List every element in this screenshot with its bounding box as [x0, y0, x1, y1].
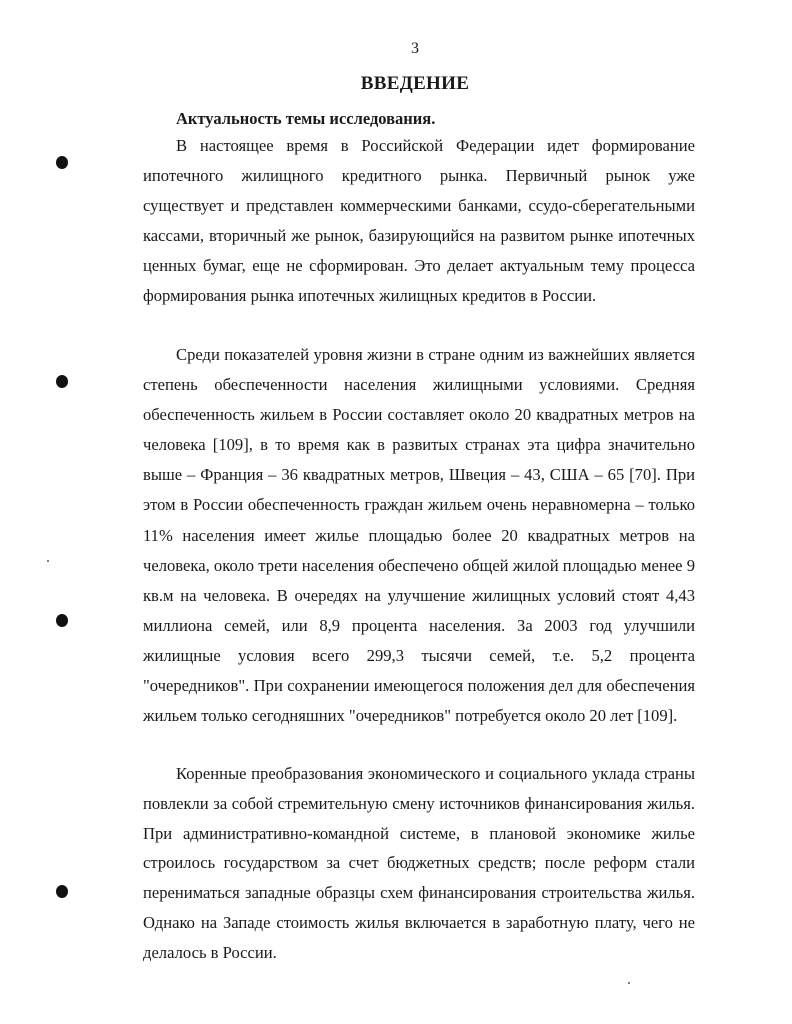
- binder-hole-mark: [56, 614, 68, 627]
- binder-hole-mark: [56, 156, 68, 169]
- page-number: 3: [411, 40, 419, 57]
- scan-speck: [628, 982, 630, 984]
- section-subheading: Актуальность темы исследования.: [176, 109, 436, 128]
- binder-hole-mark: [56, 375, 68, 388]
- scan-speck: [47, 560, 49, 562]
- binder-hole-mark: [56, 885, 68, 898]
- paragraph-housing-statistics: Среди показателей уровня жизни в стране одним из важнейших является степень обеспеченности населения жилищными условиями. Средняя обеспеченность жильем в России составляет около 20 квадратных метров на человека [109], в то время как в развитых странах эта цифра значительно выше – Франция – 36 квадратных метров, Швеция – 43, США – 65 [70]. При этом в России обеспеченность граждан жильем очень неравномерна – только 11% населения имеет жилье площадью более 20 квадратных метров на человека, около трети населения обеспечено общей жилой площадью менее 9 кв.м на человека. В очередях на улучшение жилищных условий стоят 4,43 миллиона семей, или 8,9 процента населения. За 2003 год улучшили жилищные условия всего 299,3 тысячи семей, т.е. 5,2 процента "очередников". При сохранении имеющегося положения дел для обеспечения жильем только сегодняшних "очередников" потребуется около 20 лет [109].: [143, 345, 695, 726]
- paragraph-financing-reforms: Коренные преобразования экономического и социального уклада страны повлекли за собой стремительную смену источников финансирования жилья. При административно-командной системе, в плановой экономике жилье строилось государством за счет бюджетных средств; после реформ стали перениматься западные образцы схем финансирования строительства жилья. Однако на Западе стоимость жилья включается в заработную плату, чего не делалось в России.: [143, 764, 695, 962]
- paragraph-relevance: В настоящее время в Российской Федерации идет формирование ипотечного жилищного кредитного рынка. Первичный рынок уже существует и представлен коммерческими банками, ссудо-сберегательными кассами, вторичный же рынок, базирующийся на развитом рынке ипотечных ценных бумаг, еще не сформирован. Это делает актуальным тему процесса формирования рынка ипотечных жилищных кредитов в России.: [143, 136, 695, 306]
- page-heading: ВВЕДЕНИЕ: [360, 73, 470, 94]
